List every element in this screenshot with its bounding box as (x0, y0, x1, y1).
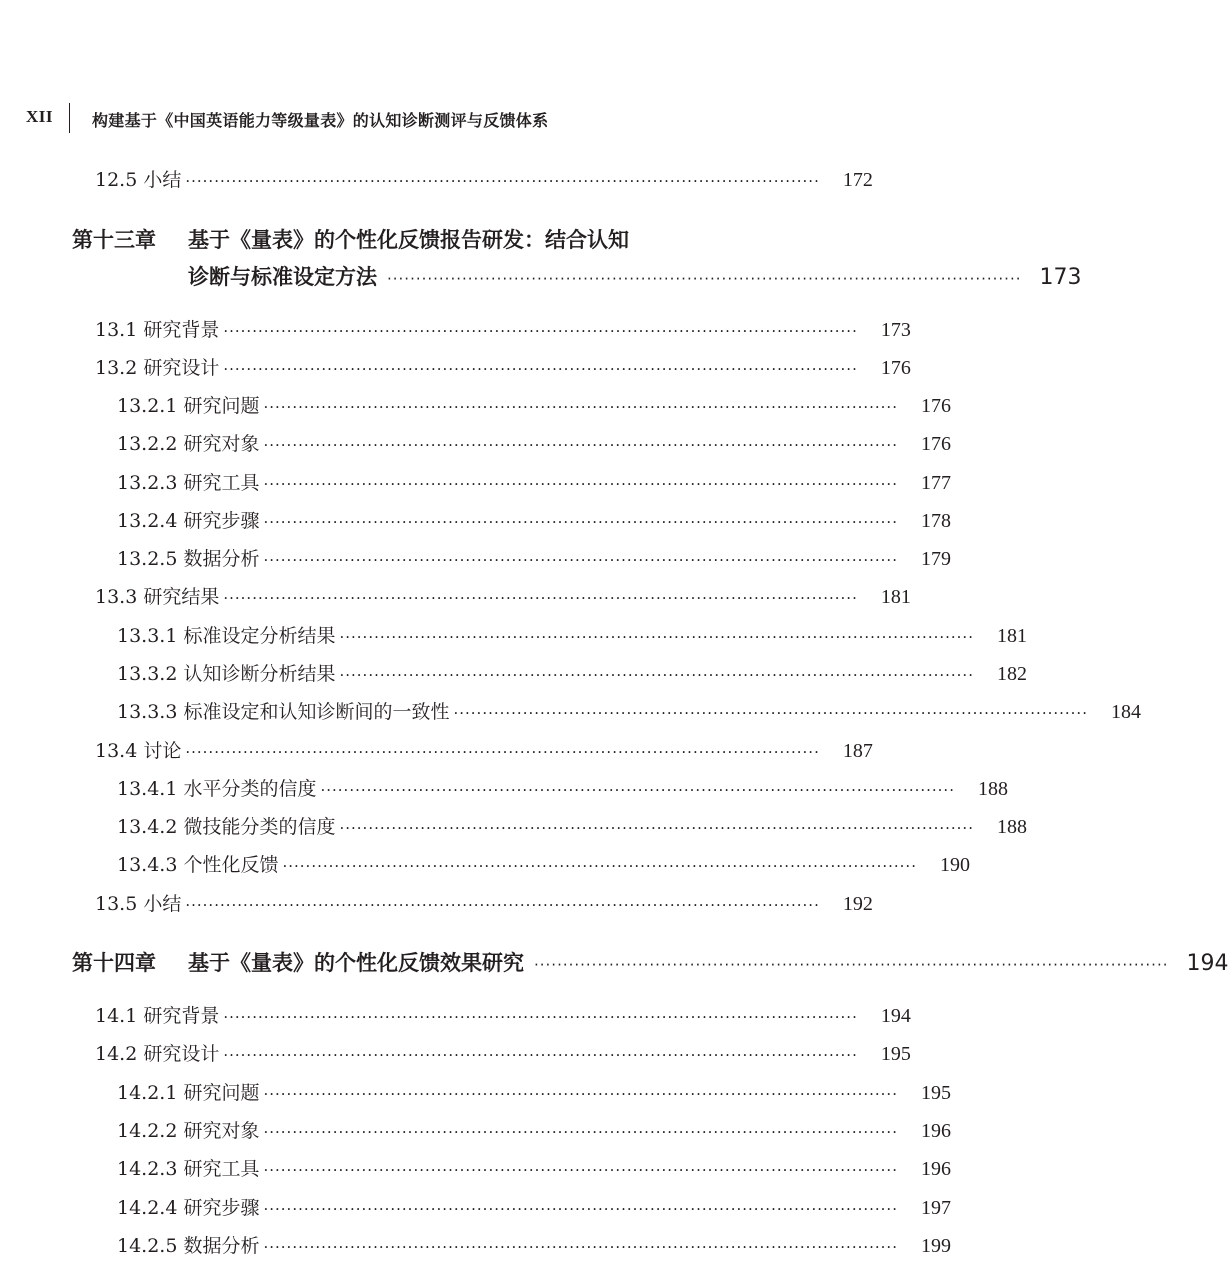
toc-subentry[interactable] (117, 509, 951, 533)
dot-leader: ·············································································································· (185, 743, 820, 761)
toc-entry-page: 190 (939, 854, 970, 876)
dot-leader: ·············································································································· (263, 551, 898, 569)
dot-leader: ·············································································································· (263, 513, 898, 531)
book-title: 构建基于《中国英语能力等级量表》的认知诊断测评与反馈体系 (92, 111, 549, 130)
toc-entry-label: 13.4.1 水平分类的信度 (117, 778, 317, 800)
toc-entry-label: 14.2 研究设计 (95, 1043, 220, 1065)
toc-entry-label: 13.2.1 研究问题 (117, 395, 260, 417)
toc-subentry[interactable] (117, 624, 1027, 648)
page-number: XII (26, 107, 54, 126)
toc-entry-page: 184 (1110, 701, 1141, 723)
toc-subentry[interactable] (117, 700, 1141, 724)
dot-leader: ·············································································································· (263, 1161, 898, 1179)
dot-leader: ·············································································································· (223, 1046, 858, 1064)
toc-entry-page: 197 (920, 1197, 951, 1219)
dot-leader: ·············································································································· (263, 1123, 898, 1141)
toc-entry-page: 187 (842, 740, 873, 762)
toc-entry-page: 181 (880, 586, 911, 608)
chapter-number: 第十三章 (72, 228, 156, 252)
toc-entry-page: 176 (920, 395, 951, 417)
toc-entry-page: 176 (880, 357, 911, 379)
toc-subentry[interactable] (117, 547, 951, 571)
toc-entry-label: 13.2.2 研究对象 (117, 433, 260, 455)
toc-subentry[interactable] (117, 1157, 951, 1181)
toc-entry-label: 13.4 讨论 (95, 740, 182, 762)
toc-entry-label: 14.2.4 研究步骤 (117, 1197, 260, 1219)
toc-entry-label: 13.3.1 标准设定分析结果 (117, 625, 336, 647)
toc-subentry[interactable] (117, 432, 951, 456)
toc-entry-page: 182 (996, 663, 1027, 685)
toc-entry-page: 196 (920, 1158, 951, 1180)
dot-leader: ·············································································································· (320, 781, 955, 799)
dot-leader: ·············································································································· (339, 628, 974, 646)
toc-entry-label: 14.2.1 研究问题 (117, 1082, 260, 1104)
toc-entry[interactable] (95, 1004, 911, 1028)
toc-entry-page: 179 (920, 548, 951, 570)
toc-entry[interactable] (95, 739, 873, 763)
toc-entry-label: 13.3.2 认知诊断分析结果 (117, 663, 336, 685)
dot-leader: ·············································································································· (263, 1085, 898, 1103)
dot-leader: ·············································································································· (282, 857, 917, 875)
dot-leader: ·············································································································· (223, 322, 858, 340)
chapter-title-line2: 诊断与标准设定方法 (188, 265, 377, 289)
toc-subentry[interactable] (117, 394, 951, 418)
toc-subentry[interactable] (117, 471, 951, 495)
toc-entry[interactable] (95, 168, 873, 192)
toc-entry[interactable] (95, 356, 911, 380)
toc-entry-page: 173 (880, 319, 911, 341)
chapter-title: 基于《量表》的个性化反馈效果研究 (188, 951, 524, 975)
toc-entry-label: 14.2.5 数据分析 (117, 1235, 260, 1257)
dot-leader: ·············································································································· (185, 896, 820, 914)
toc-entry[interactable] (95, 585, 911, 609)
dot-leader: ·············································································································· (534, 956, 1169, 974)
dot-leader: ·············································································································· (339, 819, 974, 837)
toc-entry-label: 14.2.2 研究对象 (117, 1120, 260, 1142)
chapter-page: 194 (1186, 951, 1229, 976)
toc-entry-page: 176 (920, 433, 951, 455)
dot-leader: ·············································································································· (263, 1238, 898, 1256)
toc-entry-page: 178 (920, 510, 951, 532)
dot-leader: ·············································································································· (223, 360, 858, 378)
toc-subentry[interactable] (117, 1234, 951, 1258)
toc-entry-label: 13.1 研究背景 (95, 319, 220, 341)
toc-entry-page: 188 (996, 816, 1027, 838)
dot-leader: ·············································································································· (263, 436, 898, 454)
toc-entry-label: 12.5 小结 (95, 169, 182, 191)
dot-leader: ·············································································································· (263, 398, 898, 416)
dot-leader: ·············································································································· (223, 1008, 858, 1026)
toc-entry[interactable] (95, 1042, 911, 1066)
toc-entry-page: 181 (996, 625, 1027, 647)
toc-entry-page: 199 (920, 1235, 951, 1257)
chapter-title-line1: 基于《量表》的个性化反馈报告研发：结合认知 (188, 228, 629, 252)
dot-leader: ·············································································································· (453, 704, 1088, 722)
toc-entry[interactable] (95, 892, 873, 916)
chapter-page: 173 (1039, 265, 1082, 290)
toc-entry-page: 196 (920, 1120, 951, 1142)
toc-entry-page: 195 (920, 1082, 951, 1104)
dot-leader: ·············································································································· (185, 172, 820, 190)
toc-entry-label: 14.1 研究背景 (95, 1005, 220, 1027)
chapter-number: 第十四章 (72, 951, 156, 975)
toc-entry-label: 14.2.3 研究工具 (117, 1158, 260, 1180)
dot-leader: ·············································································································· (223, 589, 858, 607)
toc-subentry[interactable] (117, 1081, 951, 1105)
toc-entry-page: 188 (977, 778, 1008, 800)
toc-entry-page: 195 (880, 1043, 911, 1065)
toc-subentry[interactable] (117, 777, 1008, 801)
toc-entry[interactable] (95, 318, 911, 342)
toc-subentry[interactable] (117, 853, 970, 877)
toc-entry-page: 177 (920, 472, 951, 494)
toc-entry-label: 13.3.3 标准设定和认知诊断间的一致性 (117, 701, 450, 723)
toc-subentry[interactable] (117, 815, 1027, 839)
toc-subentry[interactable] (117, 1196, 951, 1220)
toc-entry-label: 13.4.3 个性化反馈 (117, 854, 279, 876)
toc-entry-label: 13.5 小结 (95, 893, 182, 915)
toc-entry-page: 192 (842, 893, 873, 915)
dot-leader: ·············································································································· (339, 666, 974, 684)
toc-subentry[interactable] (117, 1119, 951, 1143)
toc-entry-label: 13.2.5 数据分析 (117, 548, 260, 570)
toc-entry-page: 194 (880, 1005, 911, 1027)
dot-leader: ·············································································································· (263, 475, 898, 493)
toc-subentry[interactable] (117, 662, 1027, 686)
dot-leader: ·············································································································· (387, 270, 1022, 288)
toc-entry-label: 13.3 研究结果 (95, 586, 220, 608)
toc-entry-label: 13.2.4 研究步骤 (117, 510, 260, 532)
toc-entry-label: 13.4.2 微技能分类的信度 (117, 816, 336, 838)
toc-entry-label: 13.2 研究设计 (95, 357, 220, 379)
toc-entry-label: 13.2.3 研究工具 (117, 472, 260, 494)
dot-leader: ·············································································································· (263, 1200, 898, 1218)
toc-entry-page: 172 (842, 169, 873, 191)
